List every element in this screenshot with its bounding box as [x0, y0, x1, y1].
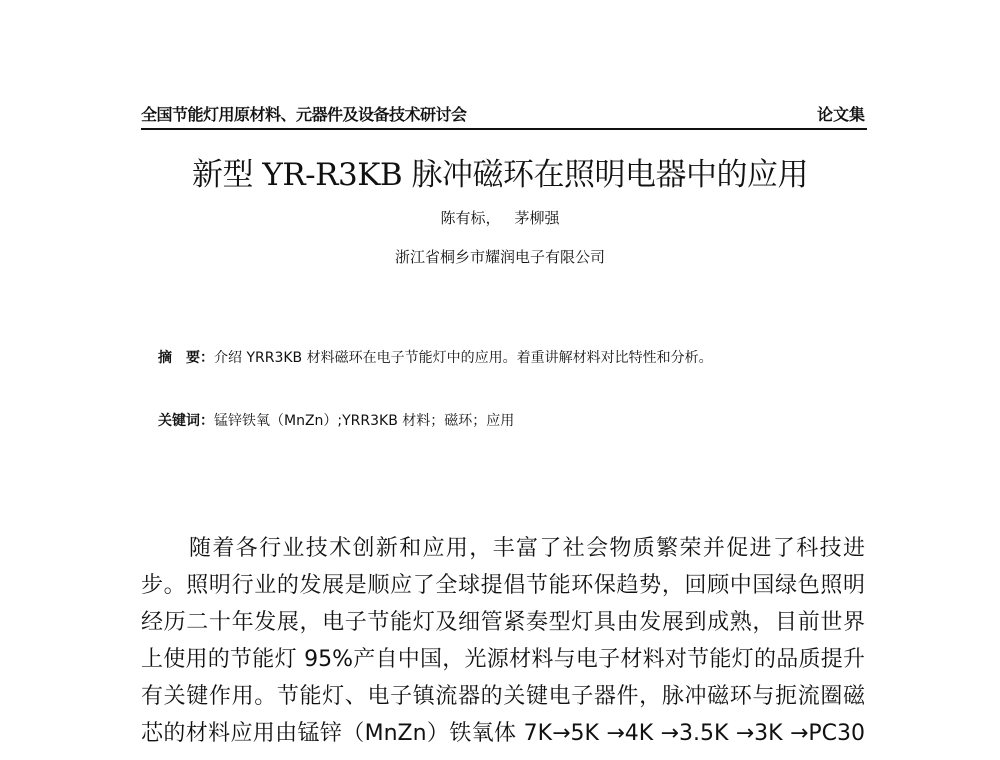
affiliation: 浙江省桐乡市耀润电子有限公司 [394, 248, 605, 266]
abstract-text: 介绍 YRR3KB 材料磁环在电子节能灯中的应用。着重讲解材料对比特性和分析。 [214, 350, 713, 366]
abstract-label-char: 摘 [158, 350, 172, 366]
running-header [141, 104, 867, 130]
abstract-label-char: 要： [186, 350, 214, 366]
body-paragraph [141, 530, 865, 752]
keywords-label: 关键词： [158, 413, 214, 429]
body-line: 有关键作用。节能灯、电子镇流器的关键电子器件，脉冲磁环与扼流圈磁 [141, 684, 865, 709]
body-line: 步。照明行业的发展是顺应了全球提倡节能环保趋势，回顾中国绿色照明 [141, 573, 865, 598]
section-label: 论文集 [816, 105, 865, 124]
keywords-text: 锰锌铁氧（MnZn）;YRR3KB 材料；磁环；应用 [214, 413, 515, 429]
author-name: 陈有标， [440, 209, 501, 227]
body-line: 芯的材料应用由锰锌（MnZn）铁氧体 7K→5K →4K →3.5K →3K →PC30 [141, 721, 865, 746]
author-list [0, 207, 1000, 229]
abstract-label [158, 350, 214, 366]
conference-name: 全国节能灯用原材料、元器件及设备技术研讨会 [141, 105, 467, 124]
body-line: 上使用的节能灯 95%产自中国，光源材料与电子材料对节能灯的品质提升 [141, 647, 865, 672]
body-line: 随着各行业技术创新和应用，丰富了社会物质繁荣并促进了科技进 [189, 536, 865, 561]
keywords [158, 410, 514, 432]
paper-title: 新型 YR-R3KB 脉冲磁环在照明电器中的应用 [192, 157, 808, 193]
body-line: 经历二十年发展，电子节能灯及细管紧奏型灯具由发展到成熟，目前世界 [141, 610, 865, 635]
abstract [158, 347, 713, 369]
author-name: 茅柳强 [514, 209, 560, 227]
